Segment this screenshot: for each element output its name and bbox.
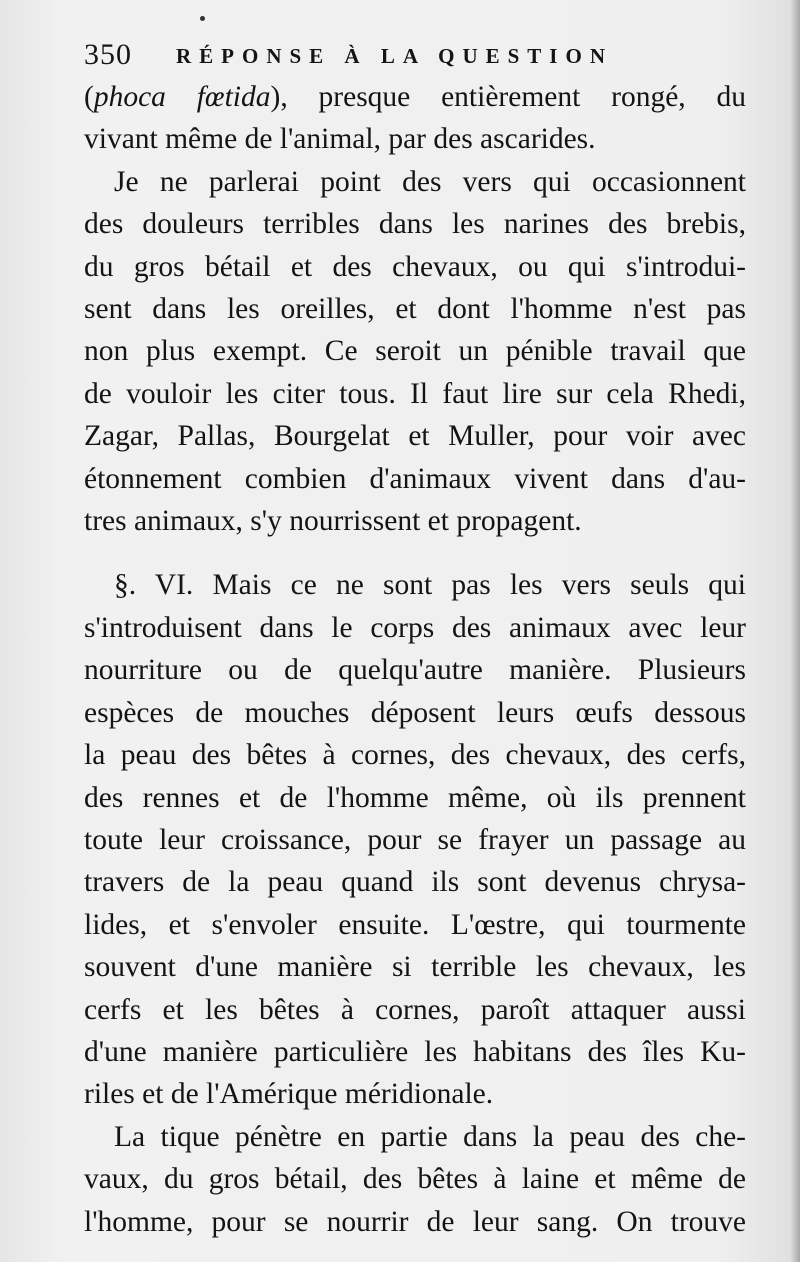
page-edge-shadow xyxy=(790,0,800,1262)
text-line: (phoca fœtida), presque entièrement rongé, du xyxy=(84,81,747,113)
text-line: souvent d'une manière si terrible les chevaux, les xyxy=(84,951,746,984)
text-line: cerfs et les bêtes à cornes, paroît attaquer aussi xyxy=(84,993,746,1026)
body-text xyxy=(84,76,746,1243)
text-line: d'une manière particulière les habitans des îles Ku- xyxy=(84,1035,746,1068)
text-line: non plus exempt. Ce seroit un pénible travail que xyxy=(84,335,746,368)
text-line: l'homme, pour se nourrir de leur sang. On trouve xyxy=(84,1205,746,1238)
text-line: §. VI. Mais ce ne sont pas les vers seuls qui xyxy=(114,569,746,602)
text-line: étonnement combien d'animaux vivent dans d'au- xyxy=(84,462,746,495)
paragraph-1 xyxy=(84,76,746,161)
text-line: tres animaux, s'y nourrissent et propagent. xyxy=(84,505,582,538)
text-line: Je ne parlerai point des vers qui occasionnent xyxy=(114,165,746,198)
text-line: des rennes et de l'homme même, où ils prennent xyxy=(84,781,746,814)
running-head: RÉPONSE À LA QUESTION xyxy=(176,44,613,68)
paragraph-3 xyxy=(84,564,746,1115)
text-line: Zagar, Pallas, Bourgelat et Muller, pour voir avec xyxy=(84,420,746,453)
page-header xyxy=(84,32,744,82)
text-line: lides, et s'envoler ensuite. L'œstre, qui tourmente xyxy=(84,908,746,941)
text-line: vaux, du gros bétail, des bêtes à laine et même de xyxy=(84,1163,746,1196)
text-line: s'introduisent dans le corps des animaux avec leur xyxy=(84,611,746,644)
italic-term: phoca fœtida xyxy=(93,81,271,113)
text-line: la peau des bêtes à cornes, des chevaux, des cerfs, xyxy=(84,739,746,772)
text-line: toute leur croissance, pour se frayer un passage au xyxy=(84,823,746,856)
text-line: du gros bétail et des chevaux, ou qui s'introdui- xyxy=(84,250,746,283)
text-line: de vouloir les citer tous. Il faut lire sur cela Rhedi, xyxy=(84,377,746,410)
text-line: riles et de l'Amérique méridionale. xyxy=(84,1078,494,1111)
section-gap xyxy=(84,542,746,564)
text-line: vivant même de l'animal, par des ascarides. xyxy=(84,123,596,156)
text-line: sent dans les oreilles, et dont l'homme n'est pas xyxy=(84,293,746,326)
text-line: nourriture ou de quelqu'autre manière. Plusieurs xyxy=(84,654,746,687)
text-line: travers de la peau quand ils sont devenus chrysa- xyxy=(84,866,746,899)
page-number: 350 xyxy=(84,38,132,71)
text-line: espèces de mouches déposent leurs œufs dessous xyxy=(84,696,746,729)
paragraph-4 xyxy=(84,1116,746,1243)
text-line: des douleurs terribles dans les narines des brebis, xyxy=(84,208,746,241)
ink-dot xyxy=(200,16,205,21)
text-line: La tique pénètre en partie dans la peau des che- xyxy=(114,1120,746,1153)
paragraph-2 xyxy=(84,161,746,543)
